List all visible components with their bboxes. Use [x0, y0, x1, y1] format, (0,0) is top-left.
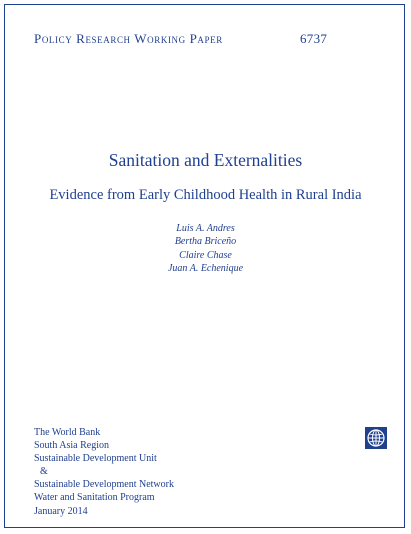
- author-name: Luis A. Andres: [176, 223, 235, 234]
- author-list: [0, 222, 411, 275]
- affiliation-block: [34, 426, 174, 518]
- paper-subtitle: Evidence from Early Childhood Health in Rural India: [49, 187, 362, 203]
- affiliation-ampersand: &: [40, 466, 48, 478]
- affiliation-line: Sustainable Development Unit: [34, 453, 157, 465]
- author-name: Claire Chase: [179, 249, 232, 261]
- affiliation-line: The World Bank: [34, 427, 101, 438]
- affiliation-line: South Asia Region: [34, 440, 110, 452]
- paper-title: Sanitation and Externalities: [108, 150, 303, 170]
- series-title: Policy Research Working Paper: [34, 31, 223, 46]
- world-bank-globe-icon: [365, 427, 387, 449]
- affiliation-line: Sustainable Development Network: [34, 479, 174, 491]
- author-name: Bertha Briceño: [174, 236, 237, 248]
- affiliation-line: Water and Sanitation Program: [34, 492, 155, 504]
- paper-number: 6737: [300, 31, 328, 46]
- publication-date: January 2014: [34, 505, 88, 517]
- author-name: Juan A. Echenique: [167, 262, 244, 274]
